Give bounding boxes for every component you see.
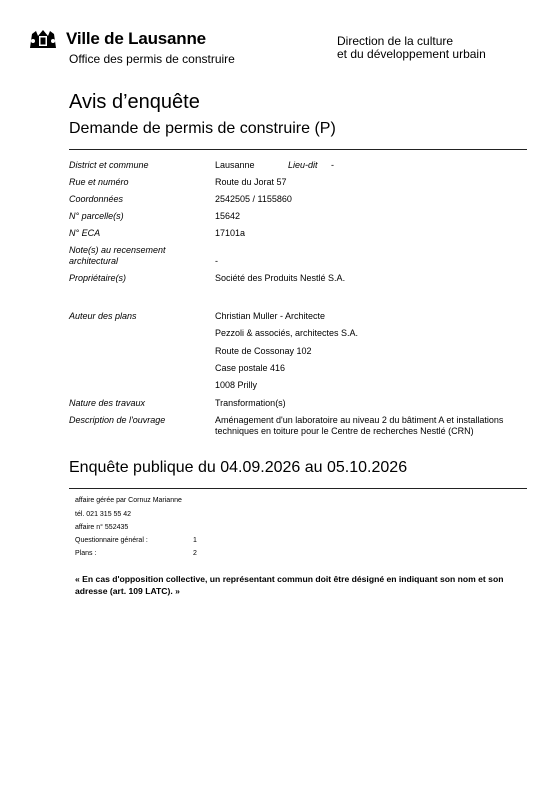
office-name: Office des permis de construire xyxy=(69,52,235,66)
nature-label: Nature des travaux xyxy=(69,398,146,408)
questionnaire-value: 1 xyxy=(193,537,197,544)
auteur-label: Auteur des plans xyxy=(69,311,137,321)
document-subtitle: Demande de permis de construire (P) xyxy=(69,120,336,137)
district-label: District et commune xyxy=(69,160,149,170)
description-label: Description de l'ouvrage xyxy=(69,415,166,425)
department-line-2: et du développement urbain xyxy=(337,47,486,61)
department-line-1: Direction de la culture xyxy=(337,34,454,48)
parcelle-label: N° parcelle(s) xyxy=(69,211,124,221)
coordonnees-value: 2542505 / 1155860 xyxy=(215,194,292,204)
lausanne-crest-icon xyxy=(26,28,60,50)
auteur-line-1: Christian Muller - Architecte xyxy=(215,311,326,321)
document-title: Avis d’enquête xyxy=(69,91,200,113)
proprietaire-label: Propriétaire(s) xyxy=(69,273,127,283)
eca-label: N° ECA xyxy=(69,228,101,238)
coordonnees-label: Coordonnées xyxy=(69,194,124,204)
affaire-number: affaire n° 552435 xyxy=(75,524,129,531)
affaire-geree: affaire gérée par Cornuz Marianne xyxy=(75,497,182,504)
divider xyxy=(69,149,527,150)
plans-label: Plans : xyxy=(75,550,97,557)
lieu-dit-value: - xyxy=(331,160,334,170)
rue-label: Rue et numéro xyxy=(69,177,129,187)
proprietaire-value: Société des Produits Nestlé S.A. xyxy=(215,273,346,283)
nature-value: Transformation(s) xyxy=(215,398,286,408)
city-name: Ville de Lausanne xyxy=(66,29,206,48)
divider xyxy=(69,488,527,489)
enquete-dates: Enquête publique du 04.09.2026 au 05.10.2026 xyxy=(69,459,408,476)
description-value: Aménagement d'un laboratoire au niveau 2 du bâtiment A et installations techniques en toiture pour le Centre de recherches Nestlé (CRN) xyxy=(215,415,504,436)
lieu-dit-label: Lieu-dit xyxy=(288,160,318,170)
department-name xyxy=(337,35,486,61)
district-value: Lausanne xyxy=(215,160,255,170)
eca-value: 17101a xyxy=(215,228,246,238)
rue-value: Route du Jorat 57 xyxy=(215,177,287,187)
auteur-line-4: Case postale 416 xyxy=(215,363,286,373)
questionnaire-label: Questionnaire général : xyxy=(75,537,148,544)
auteur-line-2: Pezzoli & associés, architectes S.A. xyxy=(215,328,359,338)
auteur-line-5: 1008 Prilly xyxy=(215,380,258,390)
opposition-notice: « En cas d'opposition collective, un représentant commun doit être désigné en indiquant son nom et son adresse (art. 109 LATC). » xyxy=(75,574,504,596)
plans-value: 2 xyxy=(193,550,197,557)
note-value: - xyxy=(215,256,218,266)
auteur-line-3: Route de Cossonay 102 xyxy=(215,346,312,356)
note-label: Note(s) au recensement architectural xyxy=(69,245,166,266)
telephone: tél. 021 315 55 42 xyxy=(75,511,132,518)
parcelle-value: 15642 xyxy=(215,211,241,221)
